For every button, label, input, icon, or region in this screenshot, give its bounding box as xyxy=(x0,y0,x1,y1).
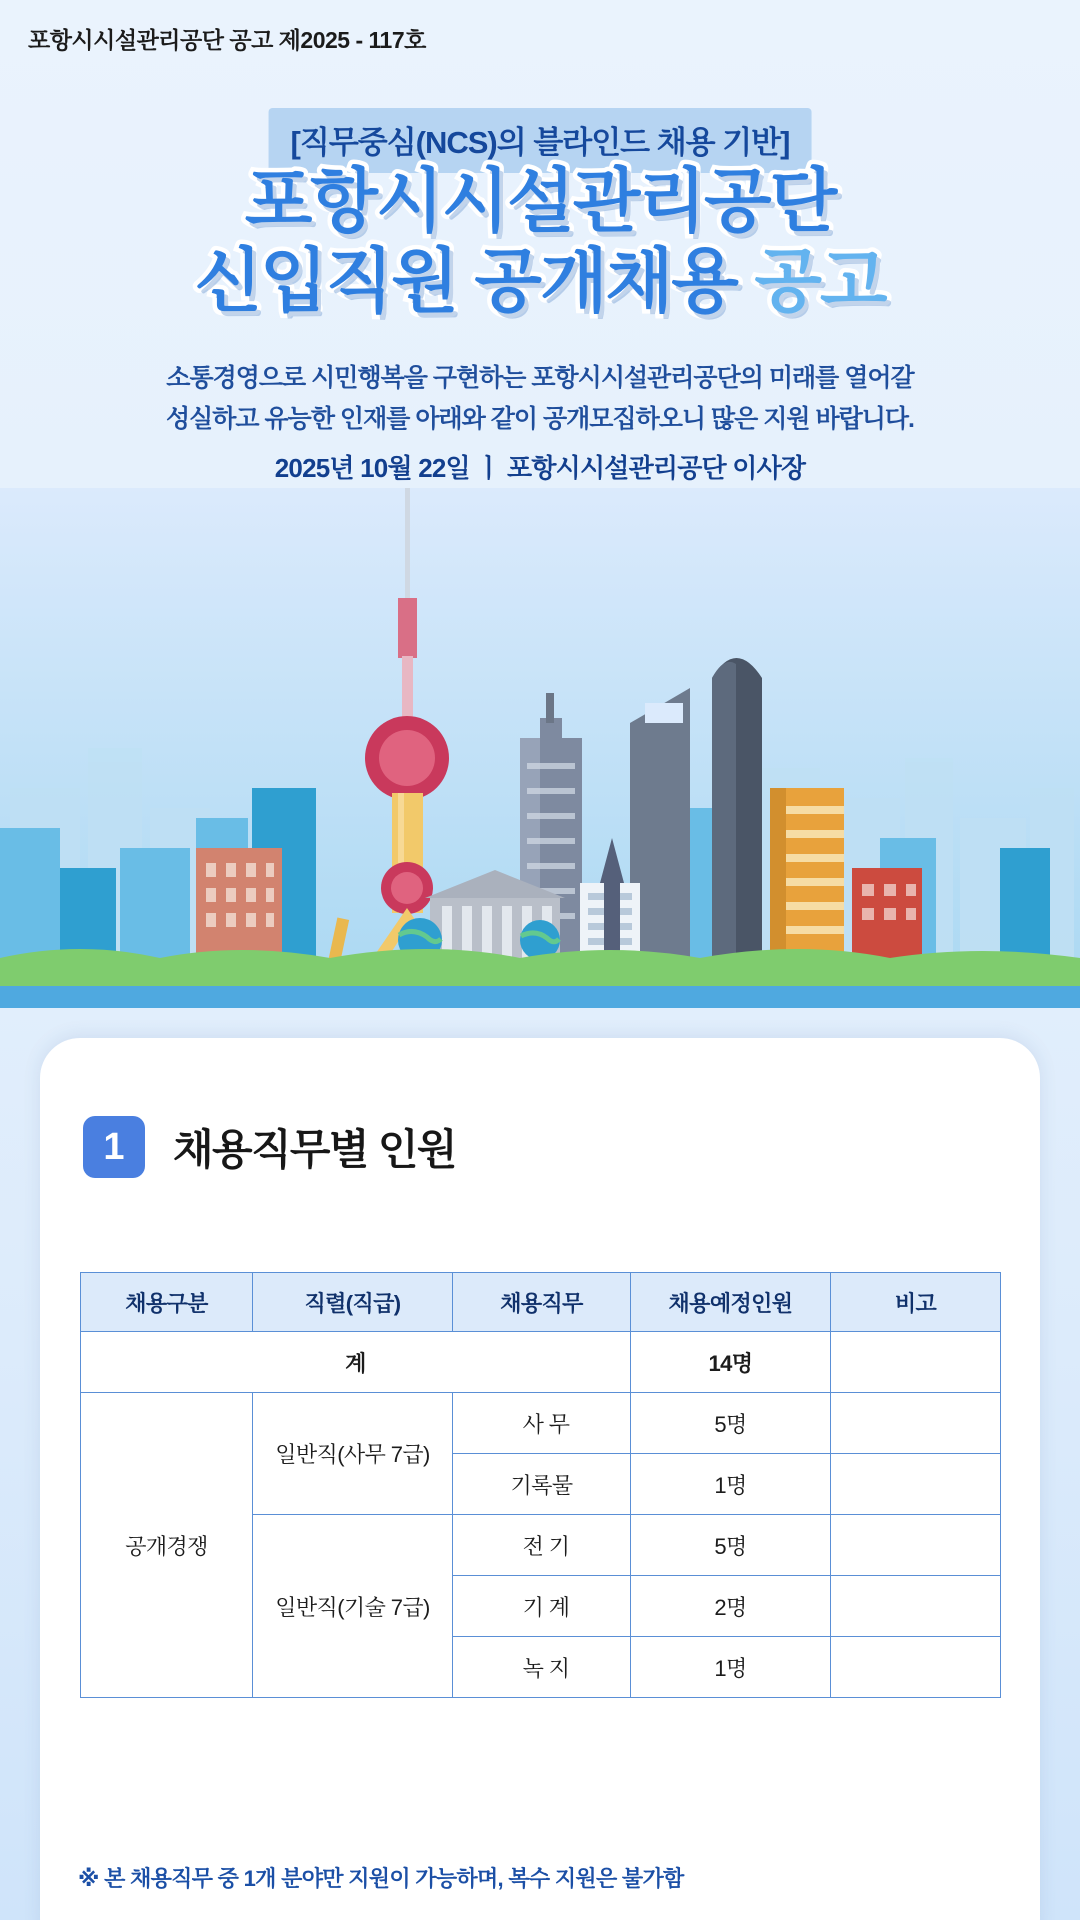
total-note xyxy=(831,1332,1001,1393)
table-header-row xyxy=(81,1273,1001,1332)
table-header-division: 채용구분 xyxy=(81,1273,253,1332)
notice-number: 포항시시설관리공단 공고 제2025 - 117호 xyxy=(28,27,426,53)
hero-lead-line-1: 소통경영으로 시민행복을 구현하는 포항시시설관리공단의 미래를 열어갈 xyxy=(166,364,914,392)
table-header-count: 채용예정인원 xyxy=(631,1273,831,1332)
cell-note-electric xyxy=(831,1515,1001,1576)
hero-title-line-2-sub: 공고 xyxy=(754,241,886,320)
cell-job-mechanical: 기 계 xyxy=(453,1576,631,1637)
hero-title-line-1: 포항시시설관리공단 xyxy=(244,162,836,240)
hero-title-block xyxy=(0,162,1080,322)
cell-note-green xyxy=(831,1637,1001,1698)
hero-lead xyxy=(0,358,1080,439)
cell-division-open: 공개경쟁 xyxy=(81,1393,253,1698)
section-number-badge: 1 xyxy=(83,1116,145,1178)
hero-badge: [직무중심(NCS)의 블라인드 채용 기반] xyxy=(269,108,812,173)
hero-signature: 2025년 10월 22일 ㅣ 포항시시설관리공단 이사장 xyxy=(274,453,806,483)
cell-count-records: 1명 xyxy=(631,1454,831,1515)
cell-count-electric: 5명 xyxy=(631,1515,831,1576)
hero-section xyxy=(0,78,1080,1008)
city-skyline-illustration xyxy=(0,488,1080,1008)
table-footnote: ※ 본 채용직무 중 1개 분야만 지원이 가능하며, 복수 지원은 불가함 xyxy=(78,1866,684,1891)
hero-lead-line-2: 성실하고 유능한 인재를 아래와 같이 공개모집하오니 많은 지원 바랍니다. xyxy=(165,404,914,433)
cell-job-office: 사 무 xyxy=(453,1393,631,1454)
cell-job-green: 녹 지 xyxy=(453,1637,631,1698)
section-title: 채용직무별 인원 xyxy=(173,1126,456,1173)
recruit-table xyxy=(80,1272,1001,1698)
cell-note-records xyxy=(831,1454,1001,1515)
cell-count-green: 1명 xyxy=(631,1637,831,1698)
cell-series-tech: 일반직(기술 7급) xyxy=(253,1515,453,1698)
cell-note-office xyxy=(831,1393,1001,1454)
table-row-total xyxy=(81,1332,1001,1393)
table-header-note: 비고 xyxy=(831,1273,1001,1332)
cell-job-electric: 전 기 xyxy=(453,1515,631,1576)
cell-job-records: 기록물 xyxy=(453,1454,631,1515)
total-count: 14명 xyxy=(631,1332,831,1393)
table-header-job: 채용직무 xyxy=(453,1273,631,1332)
cell-note-mechanical xyxy=(831,1576,1001,1637)
cell-count-mechanical: 2명 xyxy=(631,1576,831,1637)
section-1-header xyxy=(83,1116,456,1178)
hero-title-line-2-main: 신입직원 공개채용 xyxy=(194,241,737,320)
cell-series-office: 일반직(사무 7급) xyxy=(253,1393,453,1515)
table-header-series: 직렬(직급) xyxy=(253,1273,453,1332)
total-label: 계 xyxy=(81,1332,631,1393)
hero-title-line-2 xyxy=(0,242,1080,322)
cell-count-office: 5명 xyxy=(631,1393,831,1454)
table-row xyxy=(81,1393,1001,1454)
